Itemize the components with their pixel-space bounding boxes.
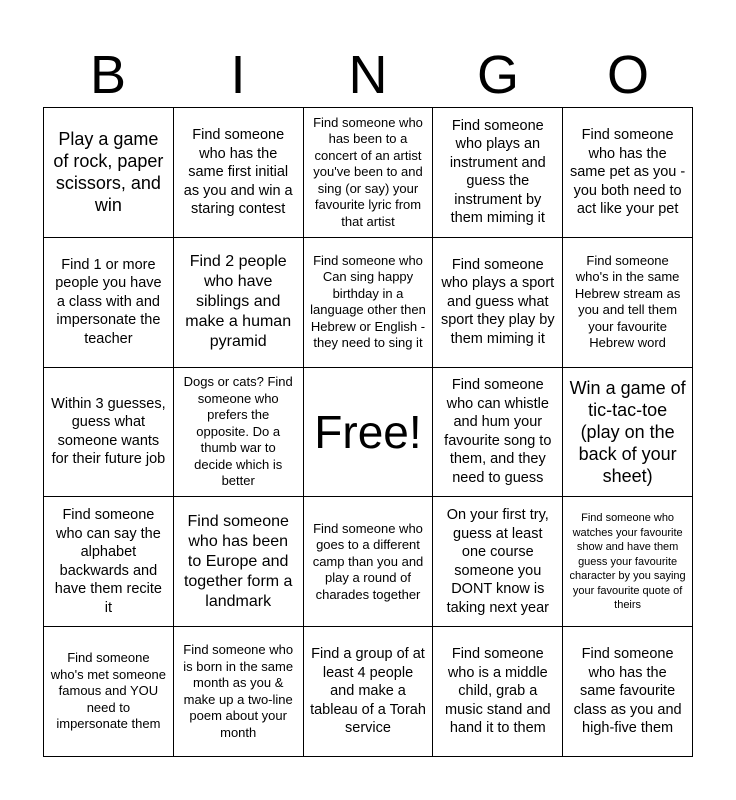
bingo-cell-r1-c4[interactable] bbox=[433, 108, 563, 238]
bingo-cell-r1-c2[interactable] bbox=[174, 108, 304, 238]
cell-text: Find someone who can say the alphabet backwards and have them recite it bbox=[54, 507, 162, 616]
bingo-cell-r1-c5[interactable] bbox=[563, 108, 693, 238]
bingo-cell-r4-c5[interactable] bbox=[563, 497, 693, 627]
bingo-cell-r5-c1[interactable] bbox=[44, 627, 174, 757]
bingo-cell-r1-c1[interactable] bbox=[44, 108, 174, 238]
cell-text: Win a game of tic-tac-toe (play on the back of your sheet) bbox=[569, 377, 686, 486]
cell-text: Find someone who has the same pet as you - you both need to act like your pet bbox=[569, 127, 686, 218]
cell-text: Dogs or cats? Find someone who prefers the opposite. Do a thumb war to decide which is better bbox=[183, 374, 293, 489]
bingo-cell-r2-c4[interactable] bbox=[433, 238, 563, 368]
bingo-card-grid bbox=[43, 107, 693, 757]
cell-text: Find someone who plays a sport and guess what sport they play by them miming it bbox=[440, 256, 555, 347]
bingo-cell-r3-c2[interactable] bbox=[174, 368, 304, 498]
bingo-header bbox=[43, 44, 693, 106]
bingo-cell-r2-c3[interactable] bbox=[304, 238, 434, 368]
header-letter-n: N bbox=[348, 45, 388, 105]
bingo-cell-r3-c1[interactable] bbox=[44, 368, 174, 498]
bingo-cell-r4-c3[interactable] bbox=[304, 497, 434, 627]
cell-text: Find a group of at least 4 people and make a tableau of a Torah service bbox=[310, 646, 426, 737]
bingo-cell-r4-c1[interactable] bbox=[44, 497, 174, 627]
cell-text: Find 2 people who have siblings and make a human pyramid bbox=[185, 253, 292, 351]
bingo-cell-r4-c2[interactable] bbox=[174, 497, 304, 627]
cell-text: Find 1 or more people you have a class with and impersonate the teacher bbox=[55, 256, 162, 347]
bingo-cell-r1-c3[interactable] bbox=[304, 108, 434, 238]
header-letter-b: B bbox=[89, 45, 127, 105]
cell-text: Find someone who goes to a different camp than you and play a round of charades together bbox=[312, 520, 424, 602]
cell-text: Find someone who has been to Europe and together form a landmark bbox=[183, 512, 293, 610]
cell-text: Within 3 guesses, guess what someone wants for their future job bbox=[51, 395, 166, 468]
bingo-cell-r3-c5[interactable] bbox=[563, 368, 693, 498]
bingo-cell-r5-c5[interactable] bbox=[563, 627, 693, 757]
bingo-cell-r3-c4[interactable] bbox=[433, 368, 563, 498]
cell-text: Find someone who's in the same Hebrew stream as you and tell them your favourite Hebrew word bbox=[574, 252, 681, 351]
cell-text: Find someone who can whistle and hum your favourite song to them, and they need to guess bbox=[444, 377, 552, 486]
cell-text: Play a game of rock, paper scissors, and win bbox=[53, 129, 164, 216]
cell-text: Find someone who's met someone famous and YOU need to impersonate them bbox=[50, 650, 166, 732]
header-letter-o: O bbox=[606, 45, 649, 105]
cell-text: Find someone who Can sing happy birthday in a language other then Hebrew or English - they need to sing it bbox=[310, 252, 426, 351]
cell-text: Find someone who has the same favourite class as you and high-five them bbox=[573, 646, 682, 737]
cell-text: Find someone who has the same first initial as you and win a staring contest bbox=[183, 127, 293, 218]
cell-text: Find someone who has been to a concert of an artist you've been to and sing (or say) your favourite lyric from that artist bbox=[313, 114, 423, 229]
bingo-cell-free[interactable] bbox=[304, 368, 434, 498]
bingo-cell-r5-c4[interactable] bbox=[433, 627, 563, 757]
header-letter-g: G bbox=[476, 45, 519, 105]
bingo-cell-r4-c4[interactable] bbox=[433, 497, 563, 627]
bingo-cell-r2-c1[interactable] bbox=[44, 238, 174, 368]
bingo-cell-r2-c2[interactable] bbox=[174, 238, 304, 368]
cell-text: On your first try, guess at least one course someone you DONT know is taking next year bbox=[446, 507, 549, 616]
free-space-text: Free! bbox=[314, 405, 422, 458]
cell-text: Find someone who is a middle child, grab a music stand and hand it to them bbox=[444, 646, 551, 737]
cell-text: Find someone who watches your favourite show and have them guess your favourite character by you saying your favourite quote of theirs bbox=[569, 512, 686, 612]
bingo-cell-r2-c5[interactable] bbox=[563, 238, 693, 368]
bingo-cell-r5-c2[interactable] bbox=[174, 627, 304, 757]
cell-text: Find someone who is born in the same month as you & make up a two-line poem about your month bbox=[183, 642, 294, 740]
cell-text: Find someone who plays an instrument and guess the instrument by them miming it bbox=[449, 117, 546, 227]
bingo-cell-r5-c3[interactable] bbox=[304, 627, 434, 757]
header-letter-i: I bbox=[230, 45, 246, 105]
